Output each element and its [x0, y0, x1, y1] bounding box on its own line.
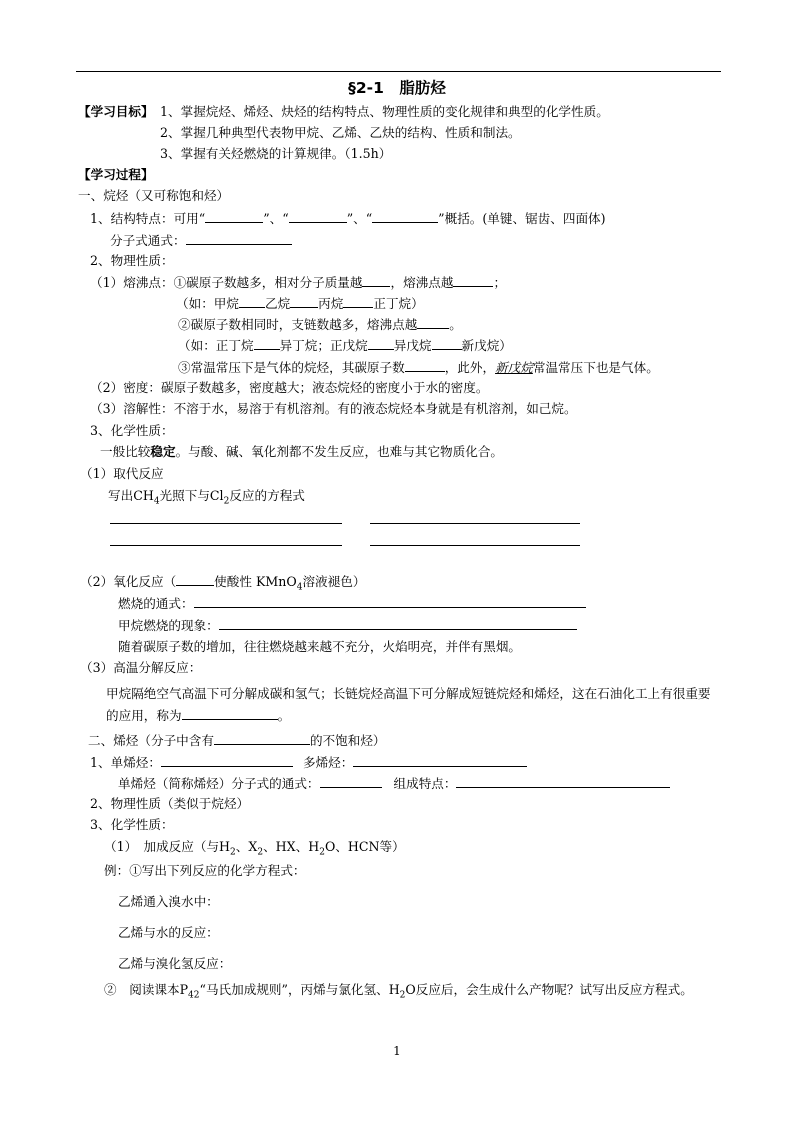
bp-line-a: （1）熔沸点：①碳原子数越多，相对分子质量越 ，熔沸点越 ；: [90, 275, 507, 290]
pyrolysis-heading: （3）高温分解反应：: [80, 660, 202, 675]
neopentane-term: 新戊烷: [495, 360, 533, 375]
soot-line: 随着碳原子数的增加，往往燃烧越来越不充分，火焰明亮，并伴有黑烟。: [118, 639, 521, 654]
pyrolysis-text: 甲烷隔绝空气高温下可分解成碳和氢气；长链烷烃高温下可分解成短链烷烃和烯烃，这在石油化工上有很重要的应用，称为 。: [106, 686, 711, 723]
blank-bp-1[interactable]: [362, 273, 390, 287]
blank-formula[interactable]: [186, 231, 292, 245]
substitution-task: 写出$CH_4$光照下与$Cl_2$反应的方程式: [108, 488, 305, 507]
answer-line-4[interactable]: [370, 545, 580, 546]
alkene-phys-line: 2、物理性质（类似于烷烃）: [90, 796, 250, 811]
goals-label: 【学习目标】: [78, 104, 154, 119]
phys-heading: 2、物理性质：: [90, 253, 174, 268]
blank-alkene-formula[interactable]: [320, 774, 382, 788]
chem-heading: 3、化学性质：: [90, 423, 174, 438]
example-line: 例：①写出下列反应的化学方程式：: [104, 863, 306, 878]
bp-line-c: ②碳原子数相同时，支链数越多，熔沸点越 。: [178, 317, 462, 332]
goal-3: 3、掌握有关烃燃烧的计算规律。（1.5h）: [160, 146, 392, 161]
header-rule: [76, 71, 721, 72]
oxidation-heading: （2）氧化反应（ 使酸性 KMnO$_4$溶液褪色）: [80, 574, 366, 593]
blank-composition[interactable]: [456, 774, 670, 788]
blank-phenomenon[interactable]: [219, 616, 577, 630]
page-title: §2-1 脂肪烃: [348, 79, 446, 97]
reaction-water: 乙烯与水的反应：: [118, 925, 219, 940]
reaction-hbr: 乙烯与溴化氢反应：: [118, 956, 232, 971]
blank-combustion[interactable]: [194, 594, 586, 608]
bp-line-d: （如：正丁烷 异丁烷；正戊烷 异戊烷 新戊烷）: [178, 338, 512, 353]
alkene-chem-line: 3、化学性质：: [90, 817, 174, 832]
bp-line-e: ③常温常压下是气体的烷烃，其碳原子数 ，此外，新戊烷常温常压下也是气体。: [178, 360, 659, 375]
addition-line: （1） 加成反应（与$H_2$、$X_2$、HX、$H_2O$、HCN等）: [104, 839, 405, 858]
combustion-formula-line: 燃烧的通式：: [118, 594, 586, 613]
blank-bp-2[interactable]: [453, 273, 493, 287]
methane-phenomenon-line: 甲烷燃烧的现象：: [118, 616, 577, 635]
blank-bp-7[interactable]: [254, 336, 280, 350]
blank-bp-10[interactable]: [405, 358, 445, 372]
blank-bp-3[interactable]: [239, 294, 265, 308]
blank-bp-8[interactable]: [368, 336, 394, 350]
blank-1[interactable]: [205, 209, 263, 223]
page-number: 1: [393, 1044, 401, 1058]
answer-line-2[interactable]: [370, 523, 580, 524]
reaction-bromine: 乙烯通入溴水中：: [118, 894, 219, 909]
markovnikov-task: ② 阅读课本$P_{42}“$马氏加成规则”，丙烯与氯化氢、$H_2O$反应后，会生成什么产物呢？试写出反应方程式。: [104, 982, 693, 1001]
substitution-heading: （1）取代反应: [80, 466, 164, 481]
bp-line-b: （如：甲烷 乙烷 丙烷 正丁烷）: [176, 296, 424, 311]
density-line: （2）密度：碳原子数越多，密度越大；液态烷烃的密度小于水的密度。: [90, 380, 489, 395]
goal-2: 2、掌握几种典型代表物甲烷、乙烯、乙炔的结构、性质和制法。: [160, 125, 521, 140]
blank-polyene[interactable]: [353, 753, 527, 767]
blank-bp-9[interactable]: [432, 336, 462, 350]
blank-double-bond[interactable]: [214, 731, 310, 745]
blank-2[interactable]: [289, 209, 347, 223]
solubility-line: （3）溶解性：不溶于水，易溶于有机溶剂。有的液态烷烃本身就是有机溶剂，如己烷。: [90, 401, 577, 416]
goal-1: 1、掌握烷烃、烯烃、炔烃的结构特点、物理性质的变化规律和典型的化学性质。: [160, 104, 609, 119]
structure-line: 1、结构特点：可用“ ”、“ ”、“ ”概括。(单键、锯齿、四面体): [90, 211, 606, 226]
answer-line-1[interactable]: [110, 523, 342, 524]
answer-line-3[interactable]: [110, 545, 342, 546]
section-2-heading: 二、烯烃（分子中含有 的不饱和烃）: [88, 733, 386, 748]
blank-monoene[interactable]: [161, 753, 293, 767]
process-label: 【学习过程】: [78, 167, 154, 182]
blank-bp-4[interactable]: [290, 294, 318, 308]
blank-3[interactable]: [372, 209, 438, 223]
stable-line: 一般比较稳定。与酸、碱、氧化剂都不发生反应，也难与其它物质化合。: [100, 444, 503, 459]
mono-poly-line: 1、单烯烃： 多烯烃：: [90, 753, 527, 772]
section-1-heading: 一、烷烃（又可称饱和烃）: [78, 188, 230, 203]
blank-cracking[interactable]: [182, 706, 278, 720]
alkene-formula-line: 单烯烃（简称烯烃）分子式的通式： 组成特点：: [118, 774, 670, 793]
blank-bp-6[interactable]: [417, 315, 449, 329]
blank-bp-5[interactable]: [343, 294, 373, 308]
formula-line: 分子式通式：: [110, 231, 292, 250]
blank-oxid[interactable]: [176, 572, 214, 586]
